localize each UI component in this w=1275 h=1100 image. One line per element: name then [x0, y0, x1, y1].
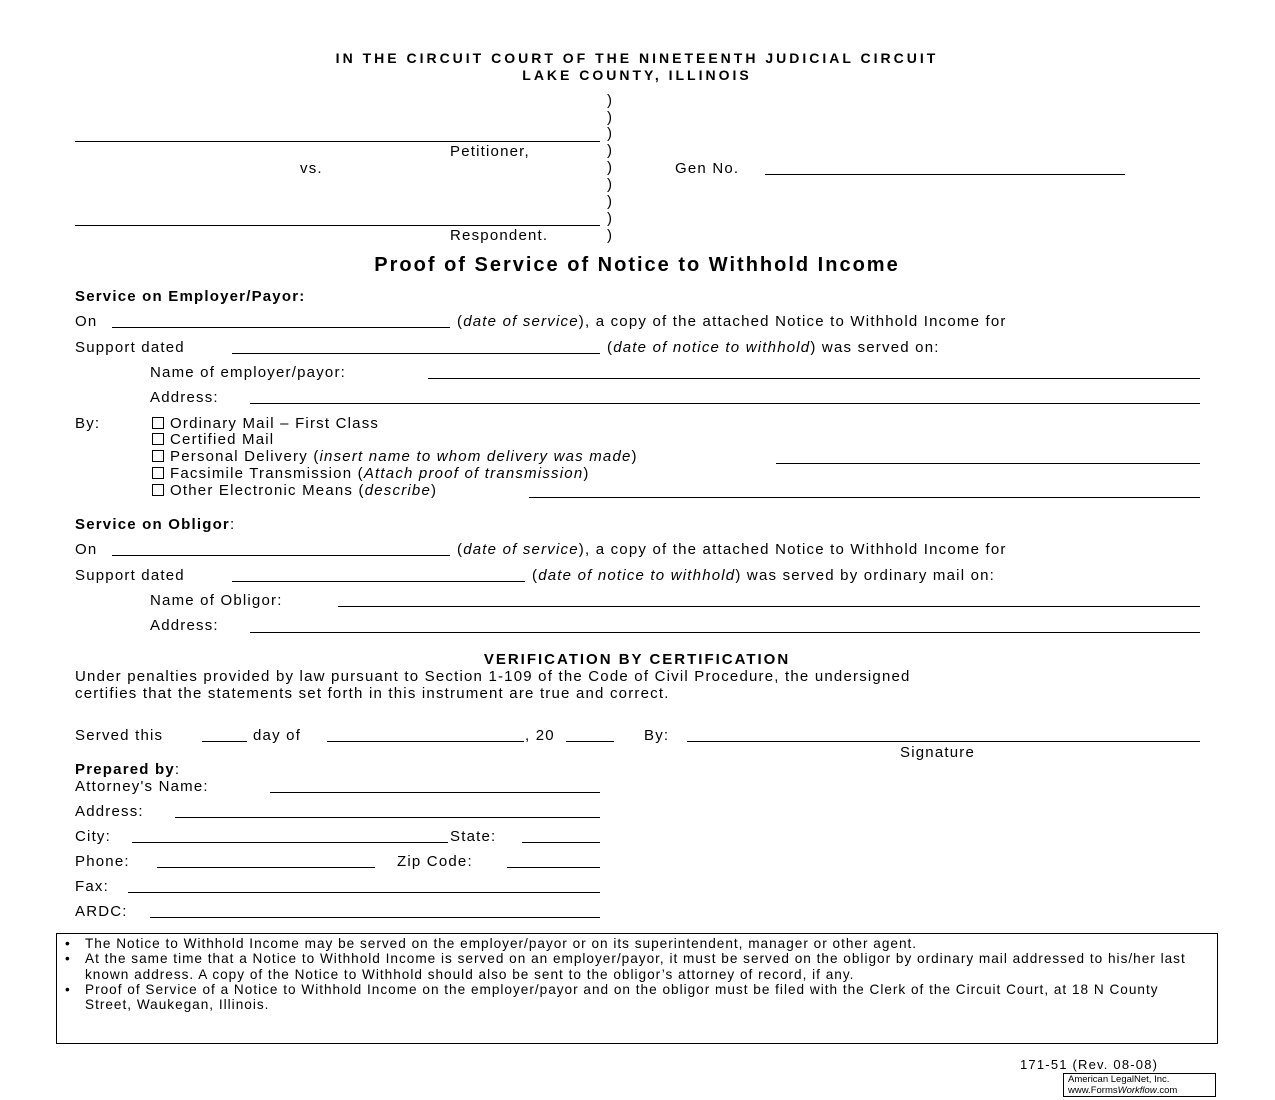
city-label: City:	[75, 828, 111, 845]
hint: Attach proof of transmission	[363, 465, 584, 482]
obligor-address-label: Address:	[150, 617, 219, 634]
obligor-name-field[interactable]	[338, 606, 1200, 607]
obligor-name-label: Name of Obligor:	[150, 592, 283, 609]
support-dated-label: Support dated	[75, 567, 185, 584]
heading: Service on Obligor	[75, 516, 230, 533]
heading: Prepared by	[75, 761, 175, 778]
prepared-by-heading	[75, 761, 180, 779]
served-this-label: Served this	[75, 727, 164, 744]
colon: :	[174, 761, 181, 778]
gen-no-field[interactable]	[765, 174, 1125, 175]
colon: :	[229, 516, 236, 533]
fax-field[interactable]	[128, 892, 600, 893]
checkbox[interactable]	[152, 433, 164, 445]
instructions-box	[56, 933, 1218, 1044]
instruction-item: • Proof of Service of a Notice to Withhold Income on the employer/payor and on the obligor must be filed with the Clerk of the Circuit Court, at 18 N County Street, Waukegan, Illinois.	[65, 982, 1207, 1013]
respondent-label: Respondent.	[450, 227, 549, 244]
verification-text-2: certifies that the statements set forth in this instrument are true and correct.	[75, 685, 670, 702]
obligor-on-text: (date of service), a copy of the attached Notice to Withhold Income for	[457, 541, 1007, 558]
publisher-name: American LegalNet, Inc.	[1068, 1074, 1170, 1085]
text: ) was served on:	[810, 339, 940, 356]
hint: date of notice to withhold	[538, 567, 736, 584]
gen-no-label: Gen No.	[675, 160, 740, 177]
respondent-field[interactable]	[75, 225, 600, 226]
attorney-name-label: Attorney's Name:	[75, 778, 209, 795]
county-heading: LAKE COUNTY, ILLINOIS	[522, 67, 752, 83]
paren: )	[607, 159, 614, 176]
petitioner-label: Petitioner,	[450, 143, 530, 160]
fax-label: Fax:	[75, 878, 109, 895]
employer-support-text: (date of notice to withhold) was served on:	[607, 339, 940, 356]
verification-text-1: Under penalties provided by law pursuant to Section 1-109 of the Code of Civil Procedure, the undersigned	[75, 668, 911, 685]
hint: date of service	[463, 541, 579, 558]
served-year-field[interactable]	[566, 741, 614, 742]
hint: date of service	[463, 313, 579, 330]
publisher-box	[1063, 1073, 1216, 1097]
form-title: Proof of Service of Notice to Withhold Income	[374, 254, 900, 276]
text: ), a copy of the attached Notice to Withhold Income for	[578, 313, 1007, 330]
by-label: By:	[75, 415, 101, 432]
state-label: State:	[450, 828, 497, 845]
paren: )	[607, 210, 614, 227]
obligor-address-field[interactable]	[250, 632, 1200, 633]
paren: )	[607, 176, 614, 193]
text: ) was served by ordinary mail on:	[735, 567, 996, 584]
instruction-item: • At the same time that a Notice to Withhold Income is served on an employer/payor, it must be served on the obligor by ordinary mail addressed to his/her last known address. A copy of the Notice to Withhold should also be sent to the obligor’s attorney of record, if any.	[65, 951, 1207, 982]
city-field[interactable]	[132, 842, 448, 843]
checkbox[interactable]	[152, 417, 164, 429]
employer-address-field[interactable]	[250, 403, 1200, 404]
other-electronic-field[interactable]	[529, 497, 1200, 498]
label: Personal Delivery (	[170, 448, 320, 465]
petitioner-field[interactable]	[75, 141, 600, 142]
method-facsimile[interactable]: Facsimile Transmission (Attach proof of transmission)	[152, 465, 590, 483]
form-number: 171-51 (Rev. 08-08)	[1020, 1057, 1159, 1072]
obligor-notice-date-field[interactable]	[232, 581, 525, 582]
signature-label: Signature	[900, 744, 976, 761]
paren: )	[607, 227, 614, 244]
phone-field[interactable]	[157, 867, 375, 868]
url-part: Workflow	[1117, 1085, 1157, 1096]
url-part: www.Forms	[1068, 1085, 1118, 1096]
served-month-field[interactable]	[327, 741, 524, 742]
zip-label: Zip Code:	[397, 853, 473, 870]
attorney-address-label: Address:	[75, 803, 144, 820]
ardc-field[interactable]	[150, 917, 600, 918]
employer-notice-date-field[interactable]	[232, 353, 600, 354]
label: Other Electronic Means (	[170, 482, 365, 499]
court-heading: IN THE CIRCUIT COURT OF THE NINETEENTH JUDICIAL CIRCUIT	[335, 50, 939, 66]
employer-heading: Service on Employer/Payor:	[75, 288, 306, 305]
served-day-field[interactable]	[202, 741, 247, 742]
state-field[interactable]	[522, 842, 600, 843]
label: Facsimile Transmission (	[170, 465, 364, 482]
support-dated-label: Support dated	[75, 339, 185, 356]
by-label: By:	[644, 727, 670, 744]
employer-address-label: Address:	[150, 389, 219, 406]
hint: insert name to whom delivery was made	[319, 448, 632, 465]
publisher-url	[1068, 1085, 1215, 1096]
on-label: On	[75, 313, 98, 330]
text: ), a copy of the attached Notice to Withhold Income for	[578, 541, 1007, 558]
on-label: On	[75, 541, 98, 558]
paren: )	[607, 109, 614, 126]
obligor-heading	[75, 516, 235, 534]
checkbox[interactable]	[152, 450, 164, 462]
checkbox[interactable]	[152, 484, 164, 496]
verification-heading: VERIFICATION BY CERTIFICATION	[483, 651, 791, 668]
year-prefix: , 20	[525, 727, 555, 744]
paren: )	[607, 125, 614, 142]
signature-field[interactable]	[687, 741, 1200, 742]
zip-field[interactable]	[507, 867, 600, 868]
instruction-item: • The Notice to Withhold Income may be served on the employer/payor or on its superintendent, manager or other agent.	[65, 936, 1207, 951]
checkbox[interactable]	[152, 467, 164, 479]
method-certified-mail[interactable]	[152, 431, 274, 449]
attorney-address-field[interactable]	[175, 817, 600, 818]
label: Ordinary Mail – First Class	[170, 415, 380, 432]
method-other-electronic[interactable]: Other Electronic Means (describe)	[152, 482, 437, 500]
day-of-label: day of	[253, 727, 302, 744]
obligor-date-of-service-field[interactable]	[112, 555, 450, 556]
obligor-support-text: (date of notice to withhold) was served by ordinary mail on:	[532, 567, 996, 584]
paren: )	[607, 193, 614, 210]
label: Certified Mail	[170, 431, 275, 448]
phone-label: Phone:	[75, 853, 130, 870]
employer-on-text: (date of service), a copy of the attached Notice to Withhold Income for	[457, 313, 1007, 330]
url-part: .com	[1156, 1085, 1178, 1096]
method-personal-delivery[interactable]: Personal Delivery (insert name to whom delivery was made)	[152, 448, 638, 466]
personal-delivery-field[interactable]	[776, 463, 1200, 464]
hint: date of notice to withhold	[613, 339, 811, 356]
hint: describe	[364, 482, 431, 499]
attorney-name-field[interactable]	[270, 792, 600, 793]
employer-date-of-service-field[interactable]	[112, 327, 450, 328]
ardc-label: ARDC:	[75, 903, 128, 920]
vs-label: vs.	[300, 160, 323, 177]
paren: )	[607, 142, 614, 159]
employer-name-label: Name of employer/payor:	[150, 364, 347, 381]
paren: )	[607, 92, 614, 109]
employer-name-field[interactable]	[428, 378, 1200, 379]
